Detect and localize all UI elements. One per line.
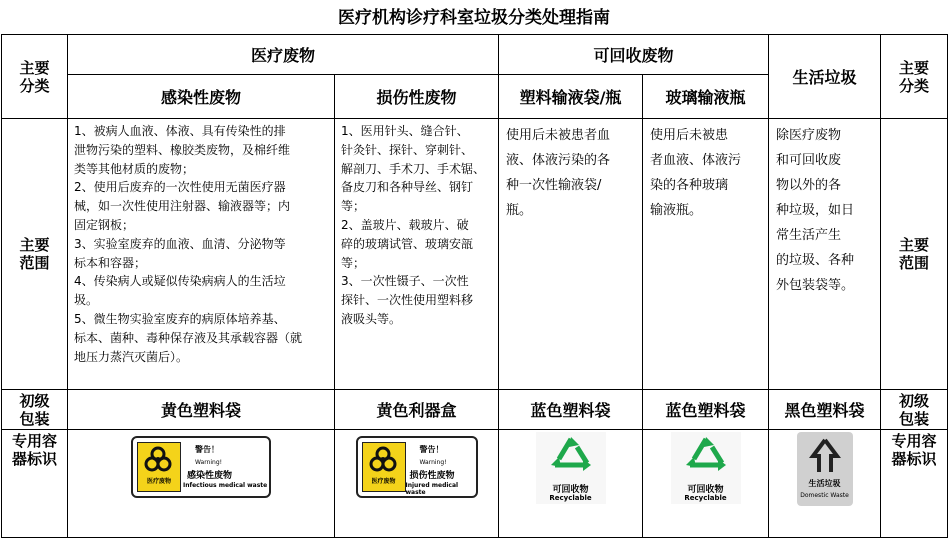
column-plastic-infusion: 塑料输液袋/瓶 [499, 75, 643, 119]
row-head-label-left: 专用容 器标识 [2, 430, 68, 538]
column-glass-infusion: 玻璃输液瓶 [643, 75, 769, 119]
group-medical-waste: 医疗废物 [68, 35, 499, 75]
scope-plastic-infusion: 使用后未被患者血 液、体液污染的各 种一次性输液袋/ 瓶。 [499, 119, 643, 390]
group-domestic-waste: 生活垃圾 [769, 35, 881, 119]
biohazard-caption: 医疗废物 [371, 478, 396, 485]
recycle-caption: 可回收物 [687, 485, 724, 495]
biohazard-caption: 医疗废物 [146, 478, 171, 485]
packaging-domestic: 黑色塑料袋 [769, 390, 881, 430]
domestic-caption: 生活垃圾 [808, 479, 841, 488]
domestic-waste-label [797, 432, 853, 506]
row-head-category-left: 主要 分类 [2, 35, 68, 119]
domestic-caption-en: Domestic Waste [800, 492, 849, 499]
page-title: 医疗机构诊疗科室垃圾分类处理指南 [338, 8, 610, 28]
waste-guide-table [1, 34, 948, 538]
row-head-scope-right: 主要 范围 [881, 119, 948, 390]
label-glass-cell [643, 430, 769, 538]
label-plastic-cell [499, 430, 643, 538]
recycle-caption-en: Recyclable [684, 494, 727, 502]
waste-type-cn: 感染性废物 [187, 471, 233, 481]
warning-text: 警告！ [195, 445, 219, 454]
recyclable-label [536, 432, 606, 504]
label-domestic-cell [769, 430, 881, 538]
recyclable-label [671, 432, 741, 504]
packaging-glass: 蓝色塑料袋 [643, 390, 769, 430]
column-infectious-waste: 感染性废物 [68, 75, 335, 119]
row-head-label-right: 专用容 器标识 [881, 430, 948, 538]
scope-infectious: 1、被病人血液、体液、具有传染性的排 泄物污染的塑料、橡胶类废物，及棉纤维 类等其他材质的废物； 2、使用后废弃的一次性使用无菌医疗器 械，如一次性使用注射器、输液器等；内 固定钢板； 3、实验室废弃的血液、血清、分泌物等 标本和容器； 4、传染病人或疑似传染病病人的生活垃 圾。 5、微生物实验室废弃的病原体培养基、 标本、菌种、毒种保存液及其承载容器（就 地压力蒸汽灭菌后）。 [68, 119, 335, 390]
warning-text-en: Warning! [419, 459, 447, 466]
label-infectious-cell [68, 430, 335, 538]
packaging-infectious: 黄色塑料袋 [68, 390, 335, 430]
row-head-scope-left: 主要 范围 [2, 119, 68, 390]
waste-type-en: Infectious medical waste [183, 482, 268, 489]
domestic-waste-icon [809, 438, 841, 474]
recycle-caption-en: Recyclable [549, 494, 592, 502]
warning-text: 警告！ [419, 445, 444, 454]
waste-type-cn: 损伤性废物 [409, 471, 455, 481]
group-recyclable-waste: 可回收废物 [499, 35, 769, 75]
biohazard-icon [362, 442, 406, 492]
column-sharps-waste: 损伤性废物 [335, 75, 499, 119]
recycle-icon [682, 435, 730, 481]
infectious-waste-label [131, 436, 271, 498]
warning-text-en: Warning! [195, 459, 223, 466]
waste-type-en: Injured medical waste [405, 482, 459, 496]
scope-sharps: 1、医用针头、缝合针、 针灸针、探针、穿刺针、 解剖刀、手术刀、手术锯、 备皮刀和各种导丝、钢钉 等； 2、盖玻片、载玻片、破 碎的玻璃试管、玻璃安瓿 等； 3、一次性镊子、一次性 探针、一次性使用塑料移 液吸头等。 [335, 119, 499, 390]
scope-domestic: 除医疗废物 和可回收废 物以外的各 种垃圾，如日 常生活产生 的垃圾、各种 外包装袋等。 [769, 119, 881, 390]
recycle-icon [547, 435, 595, 481]
row-head-packaging-left: 初级 包装 [2, 390, 68, 430]
row-head-category-right: 主要 分类 [881, 35, 948, 119]
row-head-packaging-right: 初级 包装 [881, 390, 948, 430]
label-sharps-cell [335, 430, 499, 538]
recycle-caption: 可回收物 [552, 485, 589, 495]
biohazard-icon [137, 442, 181, 492]
scope-glass-infusion: 使用后未被患 者血液、体液污 染的各种玻璃 输液瓶。 [643, 119, 769, 390]
packaging-plastic: 蓝色塑料袋 [499, 390, 643, 430]
packaging-sharps: 黄色利器盒 [335, 390, 499, 430]
sharps-waste-label [356, 436, 478, 498]
